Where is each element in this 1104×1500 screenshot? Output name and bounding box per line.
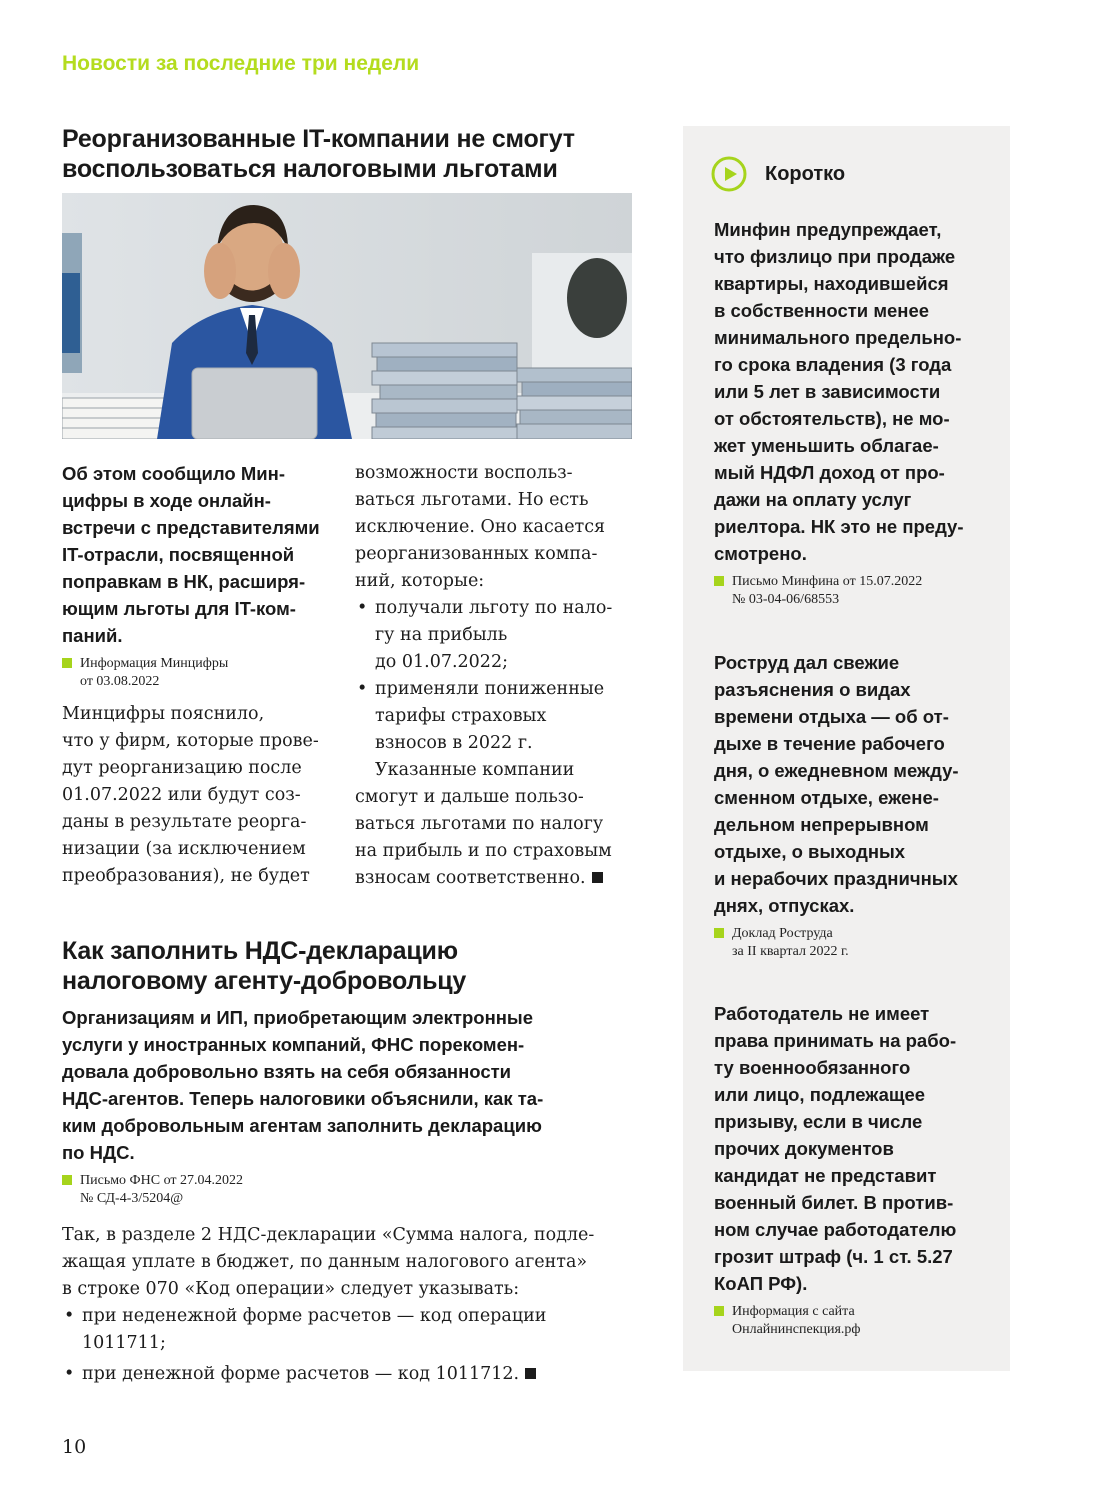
- body-line: в строке 070 «Код операции» следует указывать:: [62, 1279, 520, 1299]
- bullet-list: [355, 595, 640, 757]
- body-line: 01.07.2022 или будут соз-: [62, 785, 301, 805]
- body-line: даны в результате реорга-: [62, 812, 307, 832]
- play-icon: [711, 156, 747, 192]
- lead-line: НДС-агентов. Теперь налоговики объяснили, как та-: [62, 1088, 544, 1109]
- list-item-line: применяли пониженные: [375, 679, 605, 699]
- list-item-line: до 01.07.2022;: [375, 652, 508, 672]
- sidebar-briefly: [683, 126, 1010, 1371]
- article-1-title: [62, 124, 662, 184]
- sidebar-line: отдыхе, о выходных: [714, 841, 906, 862]
- body-line: преобразования), не будет: [62, 866, 310, 886]
- list-item-text: при денежной форме расчетов — код 1011712.: [82, 1364, 520, 1384]
- sidebar-line: днях, отпусках.: [714, 895, 855, 916]
- worried-businessman-photo-icon: [62, 193, 632, 439]
- title-line: Как заполнить НДС-декларацию: [62, 937, 458, 965]
- sidebar-line: кандидат не представит: [714, 1165, 937, 1186]
- list-item: [62, 1361, 622, 1388]
- list-item: [355, 595, 640, 676]
- lead-line: услуги у иностранных компаний, ФНС порекомен-: [62, 1034, 525, 1055]
- list-item-line: гу на прибыль: [375, 625, 508, 645]
- body-line: низации (за исключением: [62, 839, 306, 859]
- list-item-line: 1011711;: [82, 1333, 166, 1353]
- page-number: 10: [62, 1436, 87, 1458]
- lead-line: встречи с представителями: [62, 517, 320, 538]
- green-square-icon: [62, 658, 72, 668]
- sidebar-header: [711, 156, 845, 192]
- lead-line: паний.: [62, 625, 123, 646]
- body-line: что у фирм, которые прове-: [62, 731, 319, 751]
- sidebar-line: сменном отдыхе, еженe-: [714, 787, 939, 808]
- list-item: [355, 676, 640, 757]
- sidebar-news-item: [714, 216, 994, 609]
- title-line: воспользоваться налоговыми льготами: [62, 155, 558, 183]
- sidebar-line: грозит штраф (ч. 1 ст. 5.27: [714, 1246, 953, 1267]
- lead-line: довала добровольно взять на себя обязанности: [62, 1061, 512, 1082]
- bullet-icon: •: [357, 679, 368, 699]
- sidebar-line: Минфин предупреждает,: [714, 219, 942, 240]
- source-line: Письмо ФНС от 27.04.2022: [80, 1173, 244, 1188]
- sidebar-line: смотрено.: [714, 543, 807, 564]
- body-line-text: взносам соответственно.: [355, 868, 586, 888]
- article-1-photo: [62, 193, 632, 439]
- article-1-column-2: [355, 460, 640, 892]
- source-line: № 03-04-06/68553: [732, 592, 840, 607]
- sidebar-line: или лицо, подлежащее: [714, 1084, 926, 1105]
- title-line: налоговому агенту-добровольцу: [62, 967, 467, 995]
- list-item-line-end: [82, 1361, 622, 1388]
- sidebar-line: и нерабочих праздничных: [714, 868, 958, 889]
- sidebar-line: от обстоятельств), не мо-: [714, 408, 950, 429]
- body-line: на прибыль и по страховым: [355, 841, 612, 861]
- green-square-icon: [62, 1175, 72, 1185]
- source-line: от 03.08.2022: [80, 674, 160, 689]
- sidebar-line: жет уменьшить облагае-: [714, 435, 939, 456]
- source-note: [714, 925, 994, 961]
- body-line: ний, которые:: [355, 571, 485, 591]
- sidebar-line: мый НДФЛ доход от про-: [714, 462, 945, 483]
- sidebar-line: ту военнообязанного: [714, 1057, 911, 1078]
- body-line: ваться льготами. Но есть: [355, 490, 589, 510]
- body-line: ваться льготами по налогу: [355, 814, 604, 834]
- body-line: смогут и дальше пользо-: [355, 787, 584, 807]
- bullet-icon: •: [64, 1306, 75, 1326]
- source-note: [714, 1303, 994, 1339]
- source-line: Информация с сайта: [732, 1304, 855, 1319]
- sidebar-line: дыхе в течение рабочего: [714, 733, 945, 754]
- sidebar-line: дня, о ежедневном между-: [714, 760, 959, 781]
- source-line: Онлайнинспекция.рф: [732, 1322, 861, 1337]
- list-item-line: тарифы страховых: [375, 706, 547, 726]
- lead-line: ким добровольным агентам заполнить декларацию: [62, 1115, 542, 1136]
- body-line: исключение. Оно касается: [355, 517, 606, 537]
- body-line: дут реорганизацию после: [62, 758, 302, 778]
- sidebar-line: разъяснения о видах: [714, 679, 911, 700]
- body-line: Так, в разделе 2 НДС-декларации «Сумма налога, подле-: [62, 1225, 595, 1245]
- sidebar-news-item: [714, 1000, 994, 1339]
- sidebar-line: Роструд дал свежие: [714, 652, 900, 673]
- sidebar-line: ном случае работодателю: [714, 1219, 957, 1240]
- sidebar-line: призыву, если в числе: [714, 1111, 923, 1132]
- sidebar-title: Коротко: [765, 162, 846, 185]
- lead-line: цифры в ходе онлайн-: [62, 490, 271, 511]
- sidebar-line: прочих документов: [714, 1138, 894, 1159]
- article-2: [62, 936, 622, 1388]
- sidebar-line: КоАП РФ).: [714, 1273, 808, 1294]
- green-square-icon: [714, 928, 724, 938]
- sidebar-line: дажи на оплату услуг: [714, 489, 912, 510]
- title-line: Реорганизованные IT-компании не смогут: [62, 125, 575, 153]
- green-square-icon: [714, 576, 724, 586]
- section-kicker: Новости за последние три недели: [62, 52, 420, 75]
- sidebar-line: времени отдыха — об от-: [714, 706, 949, 727]
- end-mark-icon: [525, 1368, 536, 1379]
- source-line: Информация Минцифры: [80, 656, 229, 671]
- bullet-list: [62, 1303, 622, 1388]
- sidebar-line: риелтора. НК это не преду-: [714, 516, 964, 537]
- bullet-icon: •: [357, 598, 368, 618]
- bullet-icon: •: [64, 1364, 75, 1384]
- body-line: возможности воспольз-: [355, 463, 573, 483]
- sidebar-line: дельном непрерывном: [714, 814, 929, 835]
- article-1-column-1: [62, 460, 347, 890]
- body-line: жащая уплате в бюджет, по данным налогового агента»: [62, 1252, 588, 1272]
- list-item: [62, 1303, 622, 1357]
- source-note: [62, 1172, 622, 1208]
- sidebar-line: в собственности менее: [714, 300, 930, 321]
- list-item-line: при неденежной форме расчетов — код операции: [82, 1306, 547, 1326]
- sidebar-line: Работодатель не имеет: [714, 1003, 930, 1024]
- body-line: Минцифры пояснило,: [62, 704, 265, 724]
- sidebar-line: военный билет. В против-: [714, 1192, 954, 1213]
- sidebar-line: го срока владения (3 года: [714, 354, 952, 375]
- lead-line: Организациям и ИП, приобретающим электронные: [62, 1007, 534, 1028]
- lead-line: ющим льготы для IT-ком-: [62, 598, 296, 619]
- sidebar-line: или 5 лет в зависимости: [714, 381, 941, 402]
- list-item-line: получали льготу по нало-: [375, 598, 613, 618]
- sidebar-line: что физлицо при продаже: [714, 246, 956, 267]
- source-note: [62, 655, 347, 691]
- lead-line: IT-отрасли, посвященной: [62, 544, 295, 565]
- green-square-icon: [714, 1306, 724, 1316]
- source-line: Письмо Минфина от 15.07.2022: [732, 574, 923, 589]
- source-note: [714, 573, 994, 609]
- list-item-line: взносов в 2022 г.: [375, 733, 533, 753]
- body-line: Указанные компании: [375, 760, 575, 780]
- source-line: № СД-4-3/5204@: [80, 1191, 184, 1206]
- lead-line: поправкам в НК, расширя-: [62, 571, 306, 592]
- sidebar-news-item: [714, 649, 994, 961]
- end-mark-icon: [592, 872, 603, 883]
- source-line: Доклад Роструда: [732, 926, 833, 941]
- body-line-end: [355, 865, 640, 892]
- sidebar-line: права принимать на рабо-: [714, 1030, 957, 1051]
- source-line: за II квартал 2022 г.: [732, 944, 849, 959]
- sidebar-line: минимального предельно-: [714, 327, 962, 348]
- lead-line: Об этом сообщило Мин-: [62, 463, 285, 484]
- body-line: реорганизованных компа-: [355, 544, 598, 564]
- lead-line: по НДС.: [62, 1142, 135, 1163]
- sidebar-line: квартиры, находившейся: [714, 273, 949, 294]
